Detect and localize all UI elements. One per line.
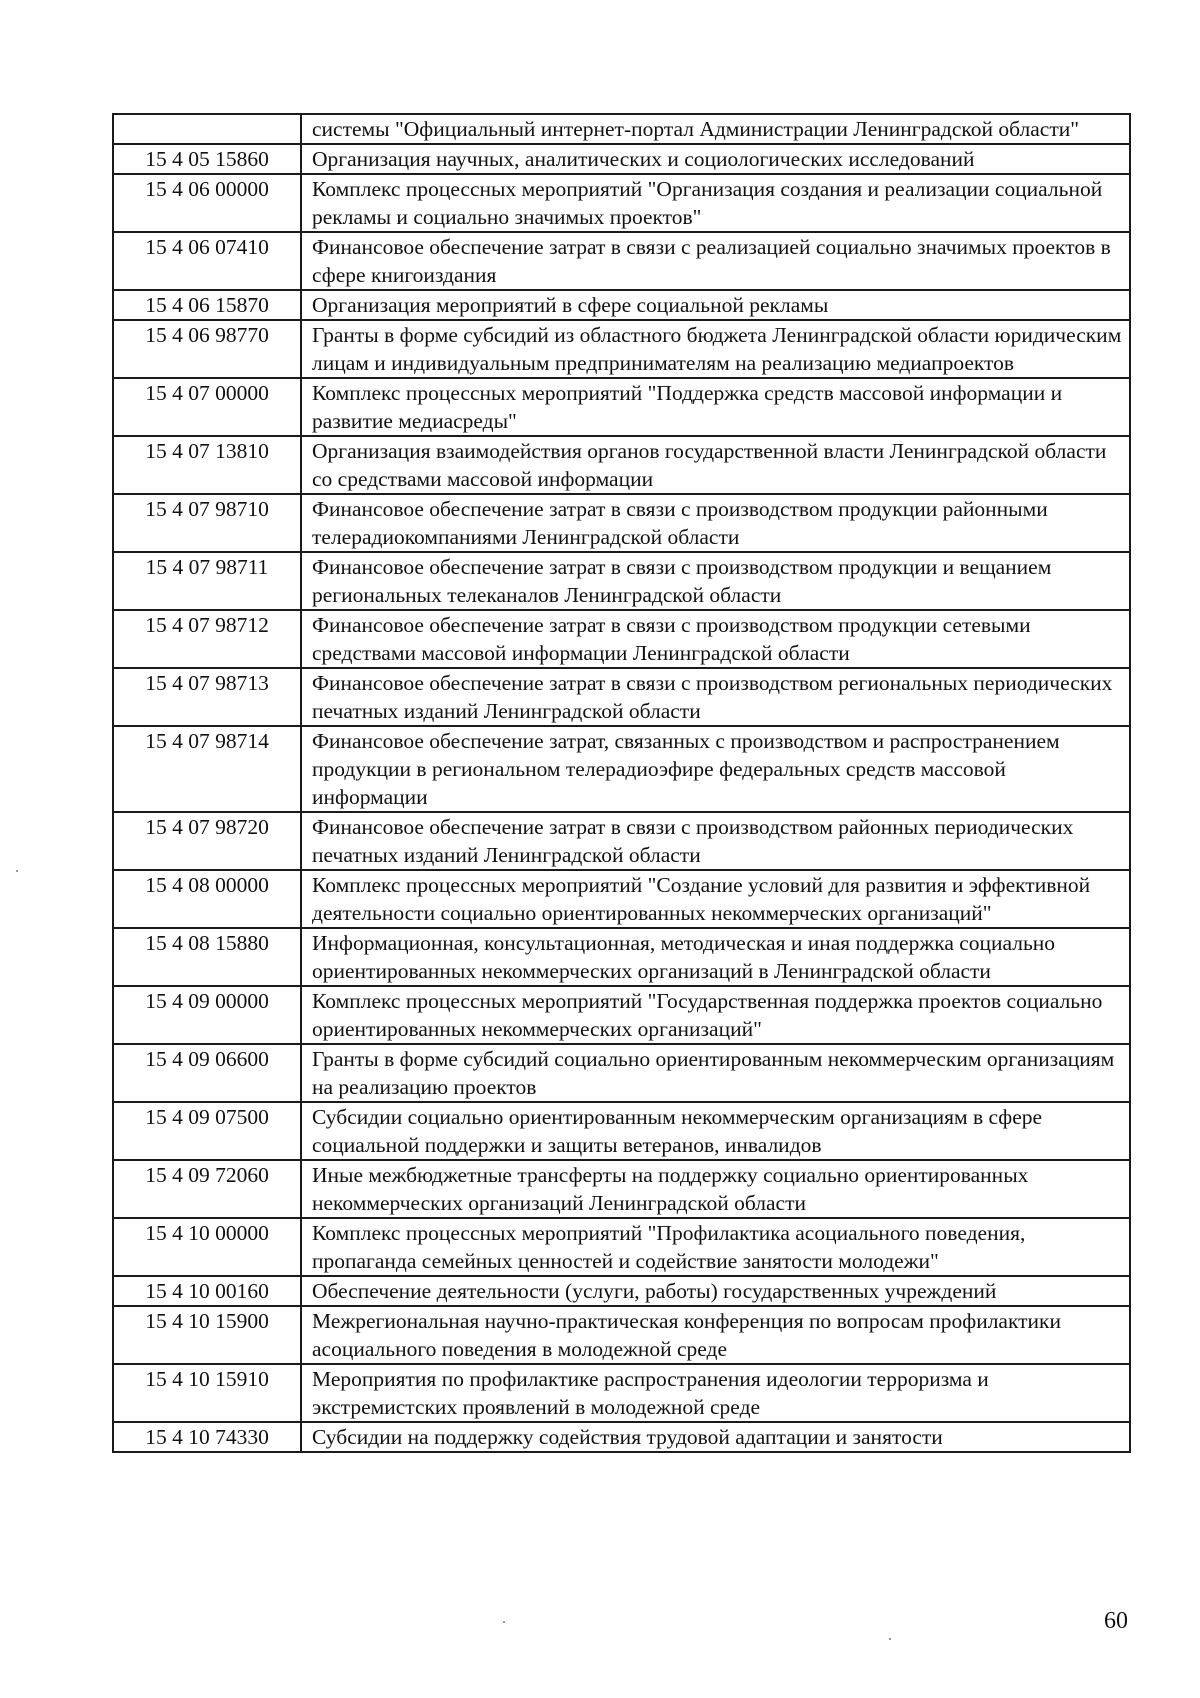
code-cell: 15 4 05 15860 bbox=[113, 144, 301, 174]
code-cell: 15 4 07 13810 bbox=[113, 436, 301, 494]
code-cell: 15 4 10 74330 bbox=[113, 1422, 301, 1452]
scan-speck bbox=[889, 1638, 891, 1640]
table-row bbox=[113, 1422, 1130, 1452]
table-row bbox=[113, 494, 1130, 552]
name-cell: Финансовое обеспечение затрат в связи с производством районных периодических печатных изданий Ленинградской области bbox=[301, 812, 1130, 870]
table-row bbox=[113, 1364, 1130, 1422]
table-row bbox=[113, 174, 1130, 232]
table-row bbox=[113, 1102, 1130, 1160]
table-row bbox=[113, 552, 1130, 610]
name-cell: Комплекс процессных мероприятий "Создание условий для развития и эффективной деятельности социально ориентированных некоммерческих организаций" bbox=[301, 870, 1130, 928]
name-cell: Организация научных, аналитических и социологических исследований bbox=[301, 144, 1130, 174]
name-cell: Межрегиональная научно-практическая конференция по вопросам профилактики асоциального поведения в молодежной среде bbox=[301, 1306, 1130, 1364]
table-row bbox=[113, 812, 1130, 870]
table-row bbox=[113, 232, 1130, 290]
code-cell: 15 4 08 00000 bbox=[113, 870, 301, 928]
code-cell: 15 4 09 06600 bbox=[113, 1044, 301, 1102]
name-cell: Финансовое обеспечение затрат в связи с производством продукции районными телерадиокомпаниями Ленинградской области bbox=[301, 494, 1130, 552]
scan-speck bbox=[16, 870, 18, 872]
name-cell: системы "Официальный интернет-портал Администрации Ленинградской области" bbox=[301, 114, 1130, 144]
code-cell: 15 4 09 07500 bbox=[113, 1102, 301, 1160]
name-cell: Комплекс процессных мероприятий "Организация создания и реализации социальной рекламы и социально значимых проектов" bbox=[301, 174, 1130, 232]
table-row bbox=[113, 1160, 1130, 1218]
name-cell: Комплекс процессных мероприятий "Поддержка средств массовой информации и развитие медиасреды" bbox=[301, 378, 1130, 436]
code-cell: 15 4 07 98720 bbox=[113, 812, 301, 870]
code-cell: 15 4 06 07410 bbox=[113, 232, 301, 290]
name-cell: Организация взаимодействия органов государственной власти Ленинградской области со средствами массовой информации bbox=[301, 436, 1130, 494]
table-row bbox=[113, 726, 1130, 812]
name-cell: Финансовое обеспечение затрат в связи с производством региональных периодических печатных изданий Ленинградской области bbox=[301, 668, 1130, 726]
table-row bbox=[113, 436, 1130, 494]
code-cell: 15 4 07 98712 bbox=[113, 610, 301, 668]
name-cell: Обеспечение деятельности (услуги, работы) государственных учреждений bbox=[301, 1276, 1130, 1306]
code-cell: 15 4 07 98714 bbox=[113, 726, 301, 812]
page-number: 60 bbox=[1104, 1608, 1128, 1634]
name-cell: Субсидии на поддержку содействия трудовой адаптации и занятости bbox=[301, 1422, 1130, 1452]
table-row bbox=[113, 610, 1130, 668]
name-cell: Информационная, консультационная, методическая и иная поддержка социально ориентированных некоммерческих организаций в Ленинградской области bbox=[301, 928, 1130, 986]
name-cell: Комплекс процессных мероприятий "Профилактика асоциального поведения, пропаганда семейных ценностей и содействие занятости молодежи" bbox=[301, 1218, 1130, 1276]
code-cell: 15 4 06 00000 bbox=[113, 174, 301, 232]
table-row bbox=[113, 1218, 1130, 1276]
name-cell: Финансовое обеспечение затрат в связи с реализацией социально значимых проектов в сфере книгоиздания bbox=[301, 232, 1130, 290]
table-row bbox=[113, 378, 1130, 436]
code-cell: 15 4 09 00000 bbox=[113, 986, 301, 1044]
table-row bbox=[113, 290, 1130, 320]
name-cell: Организация мероприятий в сфере социальной рекламы bbox=[301, 290, 1130, 320]
code-cell: 15 4 07 98713 bbox=[113, 668, 301, 726]
name-cell: Финансовое обеспечение затрат в связи с производством продукции сетевыми средствами массовой информации Ленинградской области bbox=[301, 610, 1130, 668]
table-row bbox=[113, 1276, 1130, 1306]
table-row bbox=[113, 928, 1130, 986]
table-row bbox=[113, 320, 1130, 378]
name-cell: Гранты в форме субсидий социально ориентированным некоммерческим организациям на реализацию проектов bbox=[301, 1044, 1130, 1102]
code-cell: 15 4 07 98711 bbox=[113, 552, 301, 610]
budget-code-table bbox=[112, 113, 1131, 1453]
scan-speck bbox=[503, 1621, 505, 1623]
code-cell: 15 4 06 98770 bbox=[113, 320, 301, 378]
code-cell: 15 4 09 72060 bbox=[113, 1160, 301, 1218]
name-cell: Финансовое обеспечение затрат в связи с производством продукции и вещанием региональных телеканалов Ленинградской области bbox=[301, 552, 1130, 610]
table-row bbox=[113, 986, 1130, 1044]
table-row bbox=[113, 870, 1130, 928]
name-cell: Иные межбюджетные трансферты на поддержку социально ориентированных некоммерческих организаций Ленинградской области bbox=[301, 1160, 1130, 1218]
table-row bbox=[113, 144, 1130, 174]
code-cell: 15 4 10 00160 bbox=[113, 1276, 301, 1306]
table-row bbox=[113, 114, 1130, 144]
code-cell: 15 4 10 15910 bbox=[113, 1364, 301, 1422]
code-cell: 15 4 10 15900 bbox=[113, 1306, 301, 1364]
table-row bbox=[113, 1044, 1130, 1102]
name-cell: Комплекс процессных мероприятий "Государственная поддержка проектов социально ориентированных некоммерческих организаций" bbox=[301, 986, 1130, 1044]
name-cell: Субсидии социально ориентированным некоммерческим организациям в сфере социальной поддержки и защиты ветеранов, инвалидов bbox=[301, 1102, 1130, 1160]
code-cell: 15 4 10 00000 bbox=[113, 1218, 301, 1276]
name-cell: Гранты в форме субсидий из областного бюджета Ленинградской области юридическим лицам и индивидуальным предпринимателям на реализацию медиапроектов bbox=[301, 320, 1130, 378]
table-row bbox=[113, 668, 1130, 726]
table-row bbox=[113, 1306, 1130, 1364]
name-cell: Мероприятия по профилактике распространения идеологии терроризма и экстремистских проявлений в молодежной среде bbox=[301, 1364, 1130, 1422]
code-cell: 15 4 06 15870 bbox=[113, 290, 301, 320]
code-cell: 15 4 08 15880 bbox=[113, 928, 301, 986]
name-cell: Финансовое обеспечение затрат, связанных с производством и распространением продукции в региональном телерадиоэфире федеральных средств массовой информации bbox=[301, 726, 1130, 812]
code-cell: 15 4 07 00000 bbox=[113, 378, 301, 436]
table-body bbox=[113, 114, 1130, 1452]
code-cell: 15 4 07 98710 bbox=[113, 494, 301, 552]
code-cell bbox=[113, 114, 301, 144]
